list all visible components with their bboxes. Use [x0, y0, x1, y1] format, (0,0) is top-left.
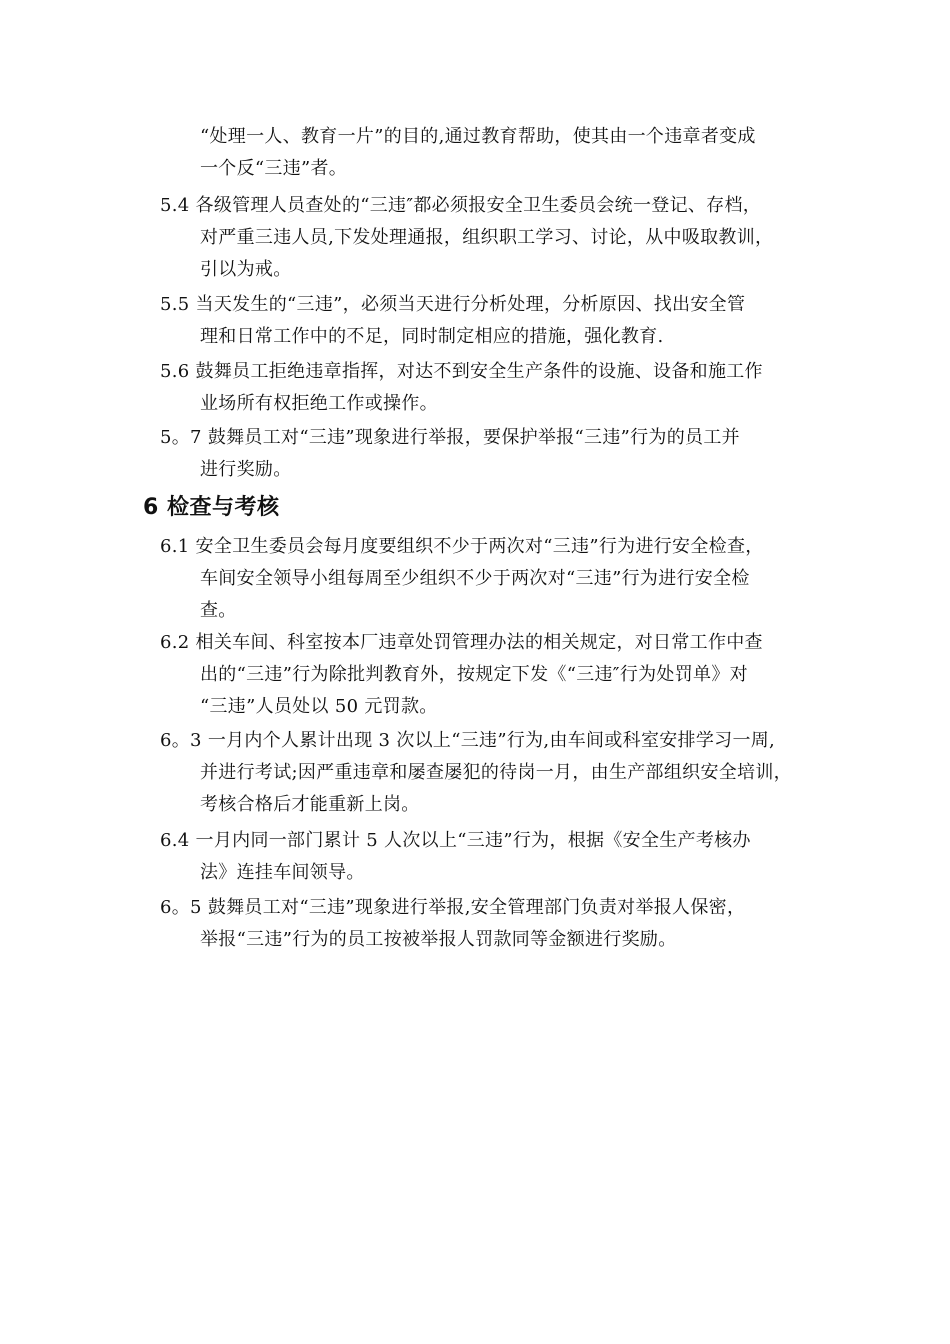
section-heading: 6 检查与考核 [143, 495, 280, 520]
text-line: 6.2 相关车间、科室按本厂违章处罚管理办法的相关规定，对日常工作中查 [160, 632, 763, 653]
text-line: “处理一人、教育一片”的目的,通过教育帮助，使其由一个违章者变成 [200, 126, 756, 147]
text-line: 一个反“三违”者。 [200, 158, 348, 179]
text-line: 6。3 一月内个人累计出现 3 次以上“三违”行为,由车间或科室安排学习一周, [160, 730, 776, 751]
text-line: 法》连挂车间领导。 [200, 862, 365, 883]
paragraph-6-4 [160, 825, 820, 889]
text-line: 查。 [200, 600, 237, 621]
text-line: 对严重三违人员,下发处理通报，组织职工学习、讨论，从中吸取教训， [200, 227, 774, 248]
paragraph-6-1 [160, 531, 820, 627]
text-line: 进行奖励。 [200, 459, 292, 480]
text-line: 车间安全领导小组每周至少组织不少于两次对“三违”行为进行安全检 [200, 568, 750, 589]
paragraph-5-6 [160, 356, 820, 420]
text-line: 业场所有权拒绝工作或操作。 [200, 393, 438, 414]
paragraph-6-3 [160, 725, 820, 821]
paragraph-6-2 [160, 627, 820, 723]
text-line: 6。5 鼓舞员工对“三违”现象进行举报,安全管理部门负责对举报人保密， [160, 897, 746, 918]
paragraph-5-5 [160, 289, 820, 353]
text-line: 考核合格后才能重新上岗。 [200, 794, 420, 815]
paragraph-5-7 [160, 422, 820, 486]
text-line: 理和日常工作中的不足，同时制定相应的措施，强化教育. [200, 326, 664, 347]
text-line: 出的“三违”行为除批判教育外，按规定下发《“三违″行为处罚单》对 [200, 664, 748, 685]
text-line: 6.4 一月内同一部门累计 5 人次以上“三违”行为，根据《安全生产考核办 [160, 830, 751, 851]
text-line: 5.4 各级管理人员查处的“三违″都必须报安全卫生委员会统一登记、存档， [160, 195, 762, 216]
text-line: 6.1 安全卫生委员会每月度要组织不少于两次对“三违”行为进行安全检查， [160, 536, 764, 557]
text-line: 并进行考试;因严重违章和屡查屡犯的待岗一月，由生产部组织安全培训， [200, 762, 792, 783]
text-line: 举报“三违”行为的员工按被举报人罚款同等金额进行奖励。 [200, 929, 677, 950]
text-line: 引以为戒。 [200, 259, 292, 280]
paragraph-6-5 [160, 892, 820, 956]
text-line: “三违”人员处以 50 元罚款。 [200, 696, 438, 717]
text-line: 5。7 鼓舞员工对“三违”现象进行举报，要保护举报“三违”行为的员工并 [160, 427, 740, 448]
text-line: 5.5 当天发生的“三违”，必须当天进行分析处理，分析原因、找出安全管 [160, 294, 746, 315]
text-line: 5.6 鼓舞员工拒绝违章指挥，对达不到安全生产条件的设施、设备和施工作 [160, 361, 763, 382]
paragraph-5-4 [160, 190, 820, 286]
paragraph-5-3-continuation [160, 121, 820, 185]
